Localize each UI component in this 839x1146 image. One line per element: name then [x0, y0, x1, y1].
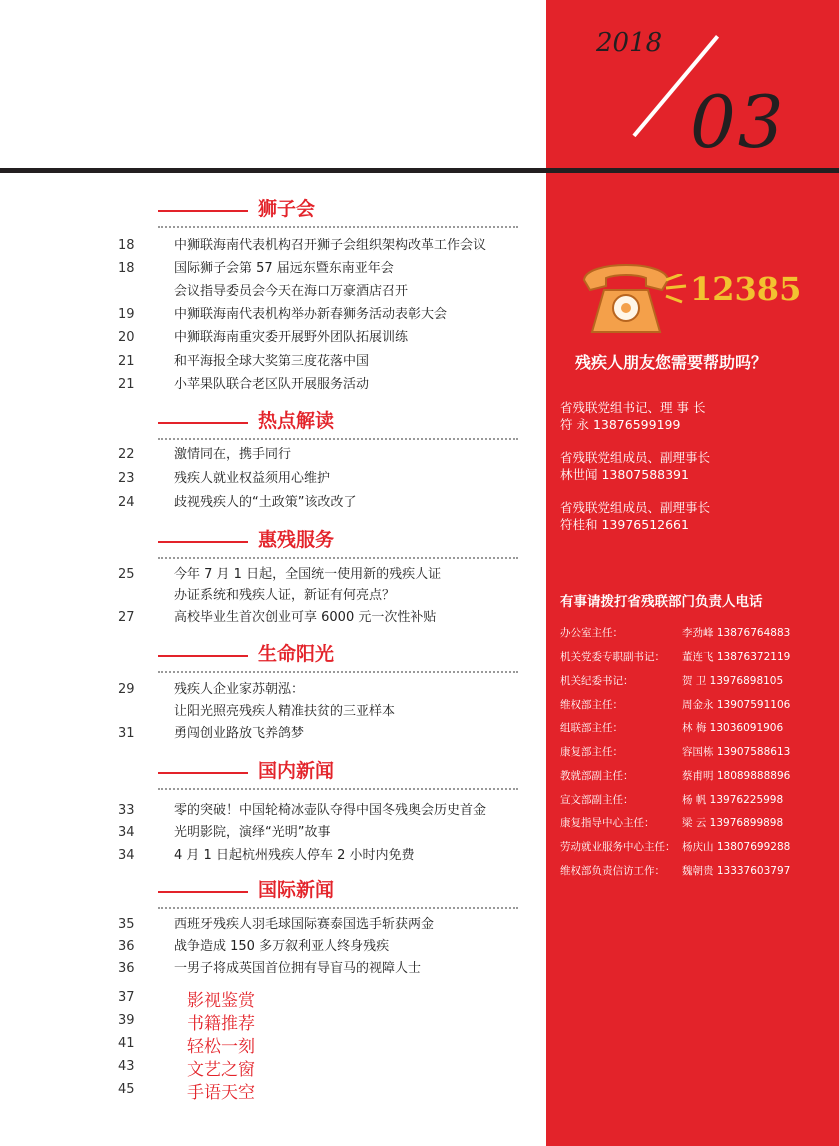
article-title: 战争造成 150 多万叙利亚人终身残疾 — [174, 939, 390, 954]
leader-name-phone: 符 永 13876599199 — [560, 417, 681, 432]
toc-item[interactable] — [0, 258, 546, 280]
page-number: 29 — [118, 682, 135, 697]
dept-role: 办公室主任： — [560, 627, 623, 639]
section-header — [158, 760, 518, 790]
article-title: 残疾人企业家苏朝泓： — [174, 682, 305, 697]
page-number: 20 — [118, 330, 135, 345]
help-heading: 残疾人朋友您需要帮助吗？ — [575, 353, 768, 372]
article-title: 让阳光照亮残疾人精准扶贫的三亚样本 — [174, 704, 396, 719]
toc-item[interactable] — [0, 914, 546, 936]
toc-item[interactable] — [0, 304, 546, 326]
dept-row — [560, 839, 836, 859]
dept-row — [560, 673, 836, 693]
toc-item[interactable] — [0, 822, 546, 844]
leader-contact — [560, 449, 710, 483]
page-number: 34 — [118, 848, 135, 863]
leader-name-phone: 林世闻 13807588391 — [560, 467, 689, 482]
page-number: 35 — [118, 917, 135, 932]
dept-role: 宣文部副主任： — [560, 794, 634, 806]
page-number: 18 — [118, 261, 135, 276]
article-title: 中狮联海南重灾委开展野外团队拓展训练 — [174, 330, 409, 345]
page-number: 39 — [118, 1013, 135, 1028]
toc-item[interactable] — [0, 958, 546, 980]
dept-contact: 周金永 13907591106 — [682, 699, 791, 711]
toc-item[interactable] — [0, 845, 546, 867]
toc-item[interactable] — [0, 585, 546, 607]
column-item[interactable] — [0, 1055, 546, 1079]
leader-role: 省残联党组书记、理 事 长 — [560, 400, 706, 415]
article-title: 中狮联海南代表机构召开狮子会组织架构改革工作会议 — [174, 238, 487, 253]
article-title: 4 月 1 日起杭州残疾人停车 2 小时内免费 — [174, 848, 415, 863]
column-title: 影视鉴赏 — [187, 991, 255, 1011]
toc-item[interactable] — [0, 564, 546, 586]
dept-contact: 贺 卫 13976898105 — [682, 675, 784, 687]
page-number: 34 — [118, 825, 135, 840]
dept-row — [560, 815, 836, 835]
column-item[interactable] — [0, 986, 546, 1010]
article-title: 和平海报全球大奖第三度花落中国 — [174, 354, 370, 369]
section-header — [158, 198, 518, 228]
section-header — [158, 879, 518, 909]
hotline-number[interactable]: 12385 — [690, 270, 802, 308]
toc-item[interactable] — [0, 468, 546, 490]
column-title: 书籍推荐 — [187, 1014, 255, 1034]
article-title: 办证系统和残疾人证，新证有何亮点？ — [174, 588, 396, 603]
page-number: 45 — [118, 1082, 135, 1097]
column-item[interactable] — [0, 1078, 546, 1102]
leader-role: 省残联党组成员、副理事长 — [560, 500, 711, 515]
dept-role: 组联部主任： — [560, 722, 623, 734]
column-title: 手语天空 — [187, 1083, 255, 1103]
dept-contact: 梁 云 13976899898 — [682, 817, 784, 829]
page-number: 36 — [118, 939, 135, 954]
issue-year: 2018 — [596, 28, 663, 58]
toc-item[interactable] — [0, 281, 546, 303]
dept-contact: 董连飞 13876372119 — [682, 651, 791, 663]
dept-role: 劳动就业服务中心主任： — [560, 841, 676, 853]
toc-item[interactable] — [0, 374, 546, 396]
dept-row — [560, 744, 836, 764]
header-divider — [0, 168, 839, 173]
dept-contact: 杨庆山 13807699288 — [682, 841, 791, 853]
article-title: 国际狮子会第 57 届远东暨东南亚年会 — [174, 261, 394, 276]
article-title: 今年 7 月 1 日起，全国统一使用新的残疾人证 — [174, 567, 442, 582]
column-title: 轻松一刻 — [187, 1037, 255, 1057]
section-title: 热点解读 — [258, 410, 335, 432]
dept-contact: 林 梅 13036091906 — [682, 722, 784, 734]
page-number: 18 — [118, 238, 135, 253]
dept-contact: 杨 帆 13976225998 — [682, 794, 784, 806]
page-number: 23 — [118, 471, 135, 486]
page-number: 24 — [118, 495, 135, 510]
dept-contact: 蔡甫明 18089888896 — [682, 770, 791, 782]
issue-number: 03 — [690, 80, 786, 164]
dept-role: 教就部副主任： — [560, 770, 634, 782]
toc-item[interactable] — [0, 492, 546, 514]
article-title: 激情同在，携手同行 — [174, 447, 292, 462]
section-title: 生命阳光 — [258, 643, 335, 665]
toc-item[interactable] — [0, 800, 546, 822]
article-title: 高校毕业生首次创业可享 6000 元一次性补贴 — [174, 610, 437, 625]
section-header — [158, 529, 518, 559]
page-number: 19 — [118, 307, 135, 322]
article-title: 会议指导委员会今天在海口万豪酒店召开 — [174, 284, 409, 299]
dept-row — [560, 720, 836, 740]
toc-item[interactable] — [0, 235, 546, 257]
article-title: 零的突破！中国轮椅冰壶队夺得中国冬残奥会历史首金 — [174, 803, 487, 818]
dept-role: 机关党委专职副书记： — [560, 651, 665, 663]
column-item[interactable] — [0, 1032, 546, 1056]
dept-role: 维权部主任： — [560, 699, 623, 711]
dept-row — [560, 697, 836, 717]
page-number: 36 — [118, 961, 135, 976]
toc-item[interactable] — [0, 701, 546, 723]
page-number: 37 — [118, 990, 135, 1005]
section-header — [158, 410, 518, 440]
telephone-icon — [576, 250, 676, 334]
section-title: 惠残服务 — [258, 529, 335, 551]
dept-contact: 容国栋 13907588613 — [682, 746, 791, 758]
dept-row — [560, 649, 836, 669]
dept-heading: 有事请拨打省残联部门负责人电话 — [560, 594, 763, 610]
toc-item[interactable] — [0, 936, 546, 958]
page-number: 21 — [118, 354, 135, 369]
page-number: 41 — [118, 1036, 135, 1051]
article-title: 歧视残疾人的“土政策”该改改了 — [174, 495, 357, 510]
leader-name-phone: 符桂和 13976512661 — [560, 517, 689, 532]
dept-role: 康复指导中心主任： — [560, 817, 655, 829]
dept-contact: 李劲峰 13876764883 — [682, 627, 791, 639]
article-title: 小苹果队联合老区队开展服务活动 — [174, 377, 370, 392]
section-title: 国际新闻 — [258, 879, 335, 901]
article-title: 勇闯创业路放飞养鸽梦 — [174, 726, 305, 741]
column-item[interactable] — [0, 1009, 546, 1033]
toc-item[interactable] — [0, 444, 546, 466]
dept-row — [560, 792, 836, 812]
dept-role: 康复部主任： — [560, 746, 623, 758]
article-title: 一男子将成英国首位拥有导盲马的视障人士 — [174, 961, 422, 976]
article-title: 中狮联海南代表机构举办新春狮务活动表彰大会 — [174, 307, 448, 322]
leader-role: 省残联党组成员、副理事长 — [560, 450, 711, 465]
dept-contact: 魏朝贵 13337603797 — [682, 865, 791, 877]
page-number: 33 — [118, 803, 135, 818]
toc-item[interactable] — [0, 607, 546, 629]
article-title: 光明影院，演绎“光明”故事 — [174, 825, 331, 840]
leader-contact — [560, 399, 705, 433]
dept-role: 维权部负责信访工作： — [560, 865, 665, 877]
page-number: 27 — [118, 610, 135, 625]
toc-item[interactable] — [0, 351, 546, 373]
ringing-icon — [662, 274, 690, 304]
page-number: 25 — [118, 567, 135, 582]
page-number: 43 — [118, 1059, 135, 1074]
article-title: 残疾人就业权益须用心维护 — [174, 471, 331, 486]
leader-contact — [560, 499, 710, 533]
section-title: 国内新闻 — [258, 760, 335, 782]
section-title: 狮子会 — [258, 198, 316, 220]
page-number: 21 — [118, 377, 135, 392]
section-header — [158, 643, 518, 673]
dept-role: 机关纪委书记： — [560, 675, 634, 687]
page-number: 22 — [118, 447, 135, 462]
dept-row — [560, 625, 836, 645]
article-title: 西班牙残疾人羽毛球国际赛泰国选手斩获两金 — [174, 917, 435, 932]
page-number: 31 — [118, 726, 135, 741]
dept-row — [560, 863, 836, 883]
dept-row — [560, 768, 836, 788]
toc-item[interactable] — [0, 723, 546, 745]
toc-item[interactable] — [0, 327, 546, 349]
toc-item[interactable] — [0, 679, 546, 701]
column-title: 文艺之窗 — [187, 1060, 255, 1080]
